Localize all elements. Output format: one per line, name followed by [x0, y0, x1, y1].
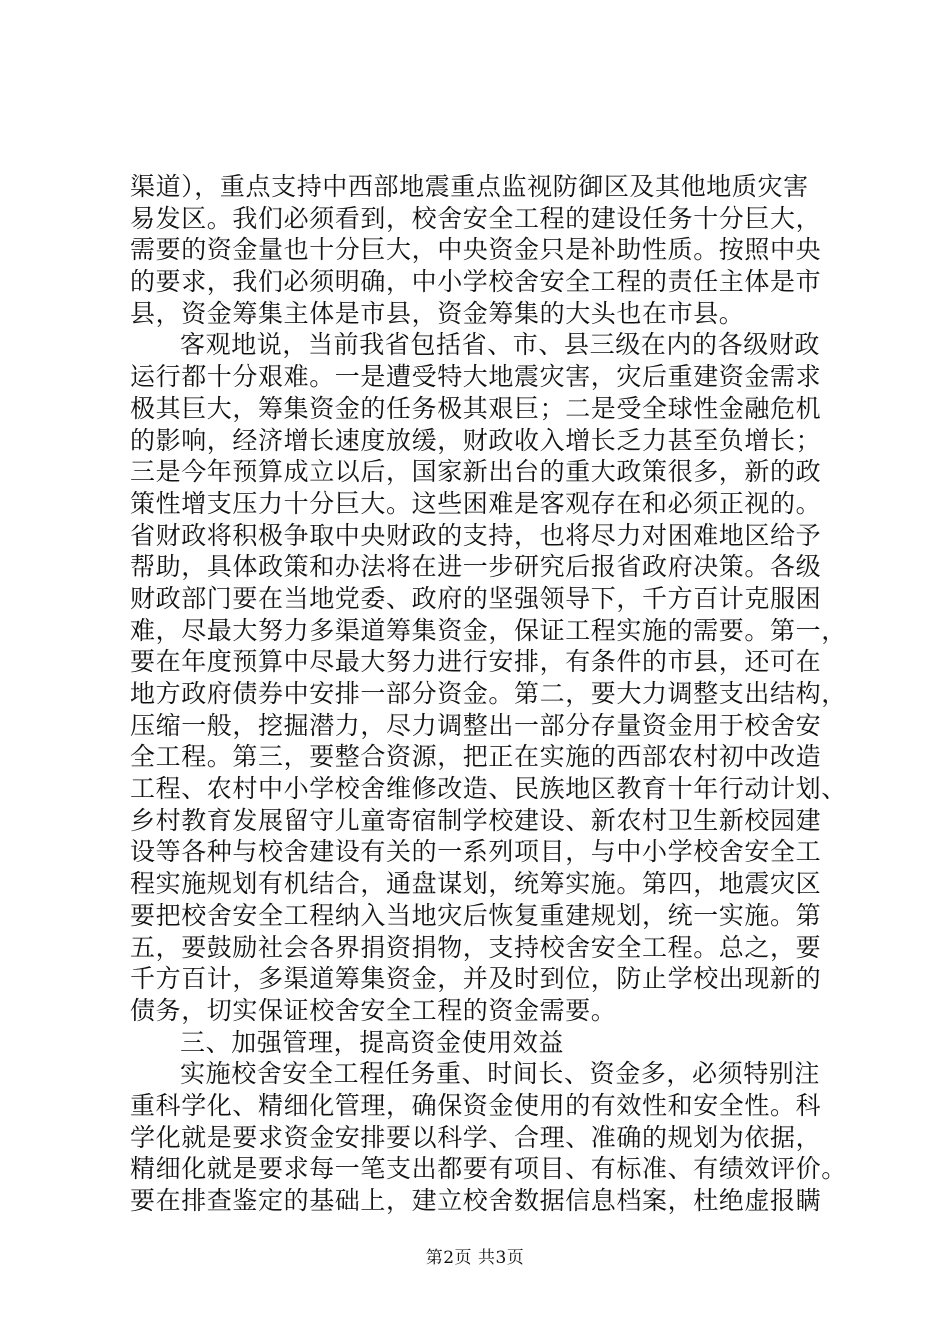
text-line: 策性增支压力十分巨大。这些困难是客观存在和必须正视的。 — [130, 488, 822, 518]
text-line: 三是今年预算成立以后，国家新出台的重大政策很多，新的政 — [130, 457, 822, 487]
text-line: 县，资金筹集主体是市县，资金筹集的大头也在市县。 — [130, 298, 745, 328]
text-line: 债务，切实保证校舍安全工程的资金需要。 — [130, 995, 617, 1025]
text-line: 乡村教育发展留守儿童寄宿制学校建设、新农村卫生新校园建 — [130, 805, 822, 835]
text-line: 省财政将积极争取中央财政的支持，也将尽力对困难地区给予 — [130, 520, 822, 550]
text-line: 的影响，经济增长速度放缓，财政收入增长乏力甚至负增长； — [130, 425, 822, 455]
text-line: 渠道），重点支持中西部地震重点监视防御区及其他地质灾害 — [130, 172, 809, 201]
text-line: 客观地说，当前我省包括省、市、县三级在内的各级财政 — [180, 330, 821, 360]
text-line: 要在年度预算中尽最大努力进行安排，有条件的市县，还可在 — [130, 647, 822, 677]
text-line: 千方百计，多渠道筹集资金，并及时到位，防止学校出现新的 — [130, 964, 822, 994]
text-line: 工程、农村中小学校舍维修改造、民族地区教育十年行动计划、 — [130, 774, 847, 804]
text-line: 要在排查鉴定的基础上，建立校舍数据信息档案，杜绝虚报瞒 — [130, 1186, 822, 1215]
text-line: 精细化就是要求每一笔支出都要有项目、有标准、有绩效评价。 — [130, 1154, 847, 1184]
text-line: 运行都十分艰难。一是遭受特大地震灾害，灾后重建资金需求 — [130, 362, 822, 392]
text-line: 五，要鼓励社会各界捐资捐物，支持校舍安全工程。总之，要 — [130, 932, 822, 962]
text-line: 财政部门要在当地党委、政府的坚强领导下，千方百计克服困 — [130, 583, 822, 613]
text-line: 帮助，具体政策和办法将在进一步研究后报省政府决策。各级 — [130, 552, 822, 582]
text-line: 需要的资金量也十分巨大，中央资金只是补助性质。按照中央 — [130, 235, 822, 265]
text-line: 的要求，我们必须明确，中小学校舍安全工程的责任主体是市 — [130, 267, 822, 297]
text-line: 设等各种与校舍建设有关的一系列项目，与中小学校舍安全工 — [130, 837, 822, 867]
text-line: 实施校舍安全工程任务重、时间长、资金多，必须特别注 — [180, 1059, 821, 1089]
text-line: 全工程。第三，要整合资源，把正在实施的西部农村初中改造 — [130, 742, 822, 772]
page-footer: 第2页 共3页 — [425, 1248, 525, 1268]
text-line: 易发区。我们必须看到，校舍安全工程的建设任务十分巨大， — [130, 203, 822, 233]
text-line: 重科学化、精细化管理，确保资金使用的有效性和安全性。科 — [130, 1090, 822, 1120]
text-line: 程实施规划有机结合，通盘谋划，统筹实施。第四，地震灾区 — [130, 869, 822, 899]
text-line: 学化就是要求资金安排要以科学、合理、准确的规划为依据， — [130, 1122, 822, 1152]
document-body — [130, 171, 847, 1217]
text-line: 地方政府债券中安排一部分资金。第二，要大力调整支出结构， — [130, 679, 847, 708]
text-line: 极其巨大，筹集资金的任务极其艰巨；二是受全球性金融危机 — [130, 393, 822, 423]
text-line: 要把校舍安全工程纳入当地灾后恢复重建规划，统一实施。第 — [130, 900, 822, 930]
text-line: 压缩一般，挖掘潜力，尽力调整出一部分存量资金用于校舍安 — [130, 710, 822, 740]
text-line: 难，尽最大努力多渠道筹集资金，保证工程实施的需要。第一， — [130, 615, 847, 645]
text-line: 三、加强管理，提高资金使用效益 — [180, 1027, 565, 1057]
